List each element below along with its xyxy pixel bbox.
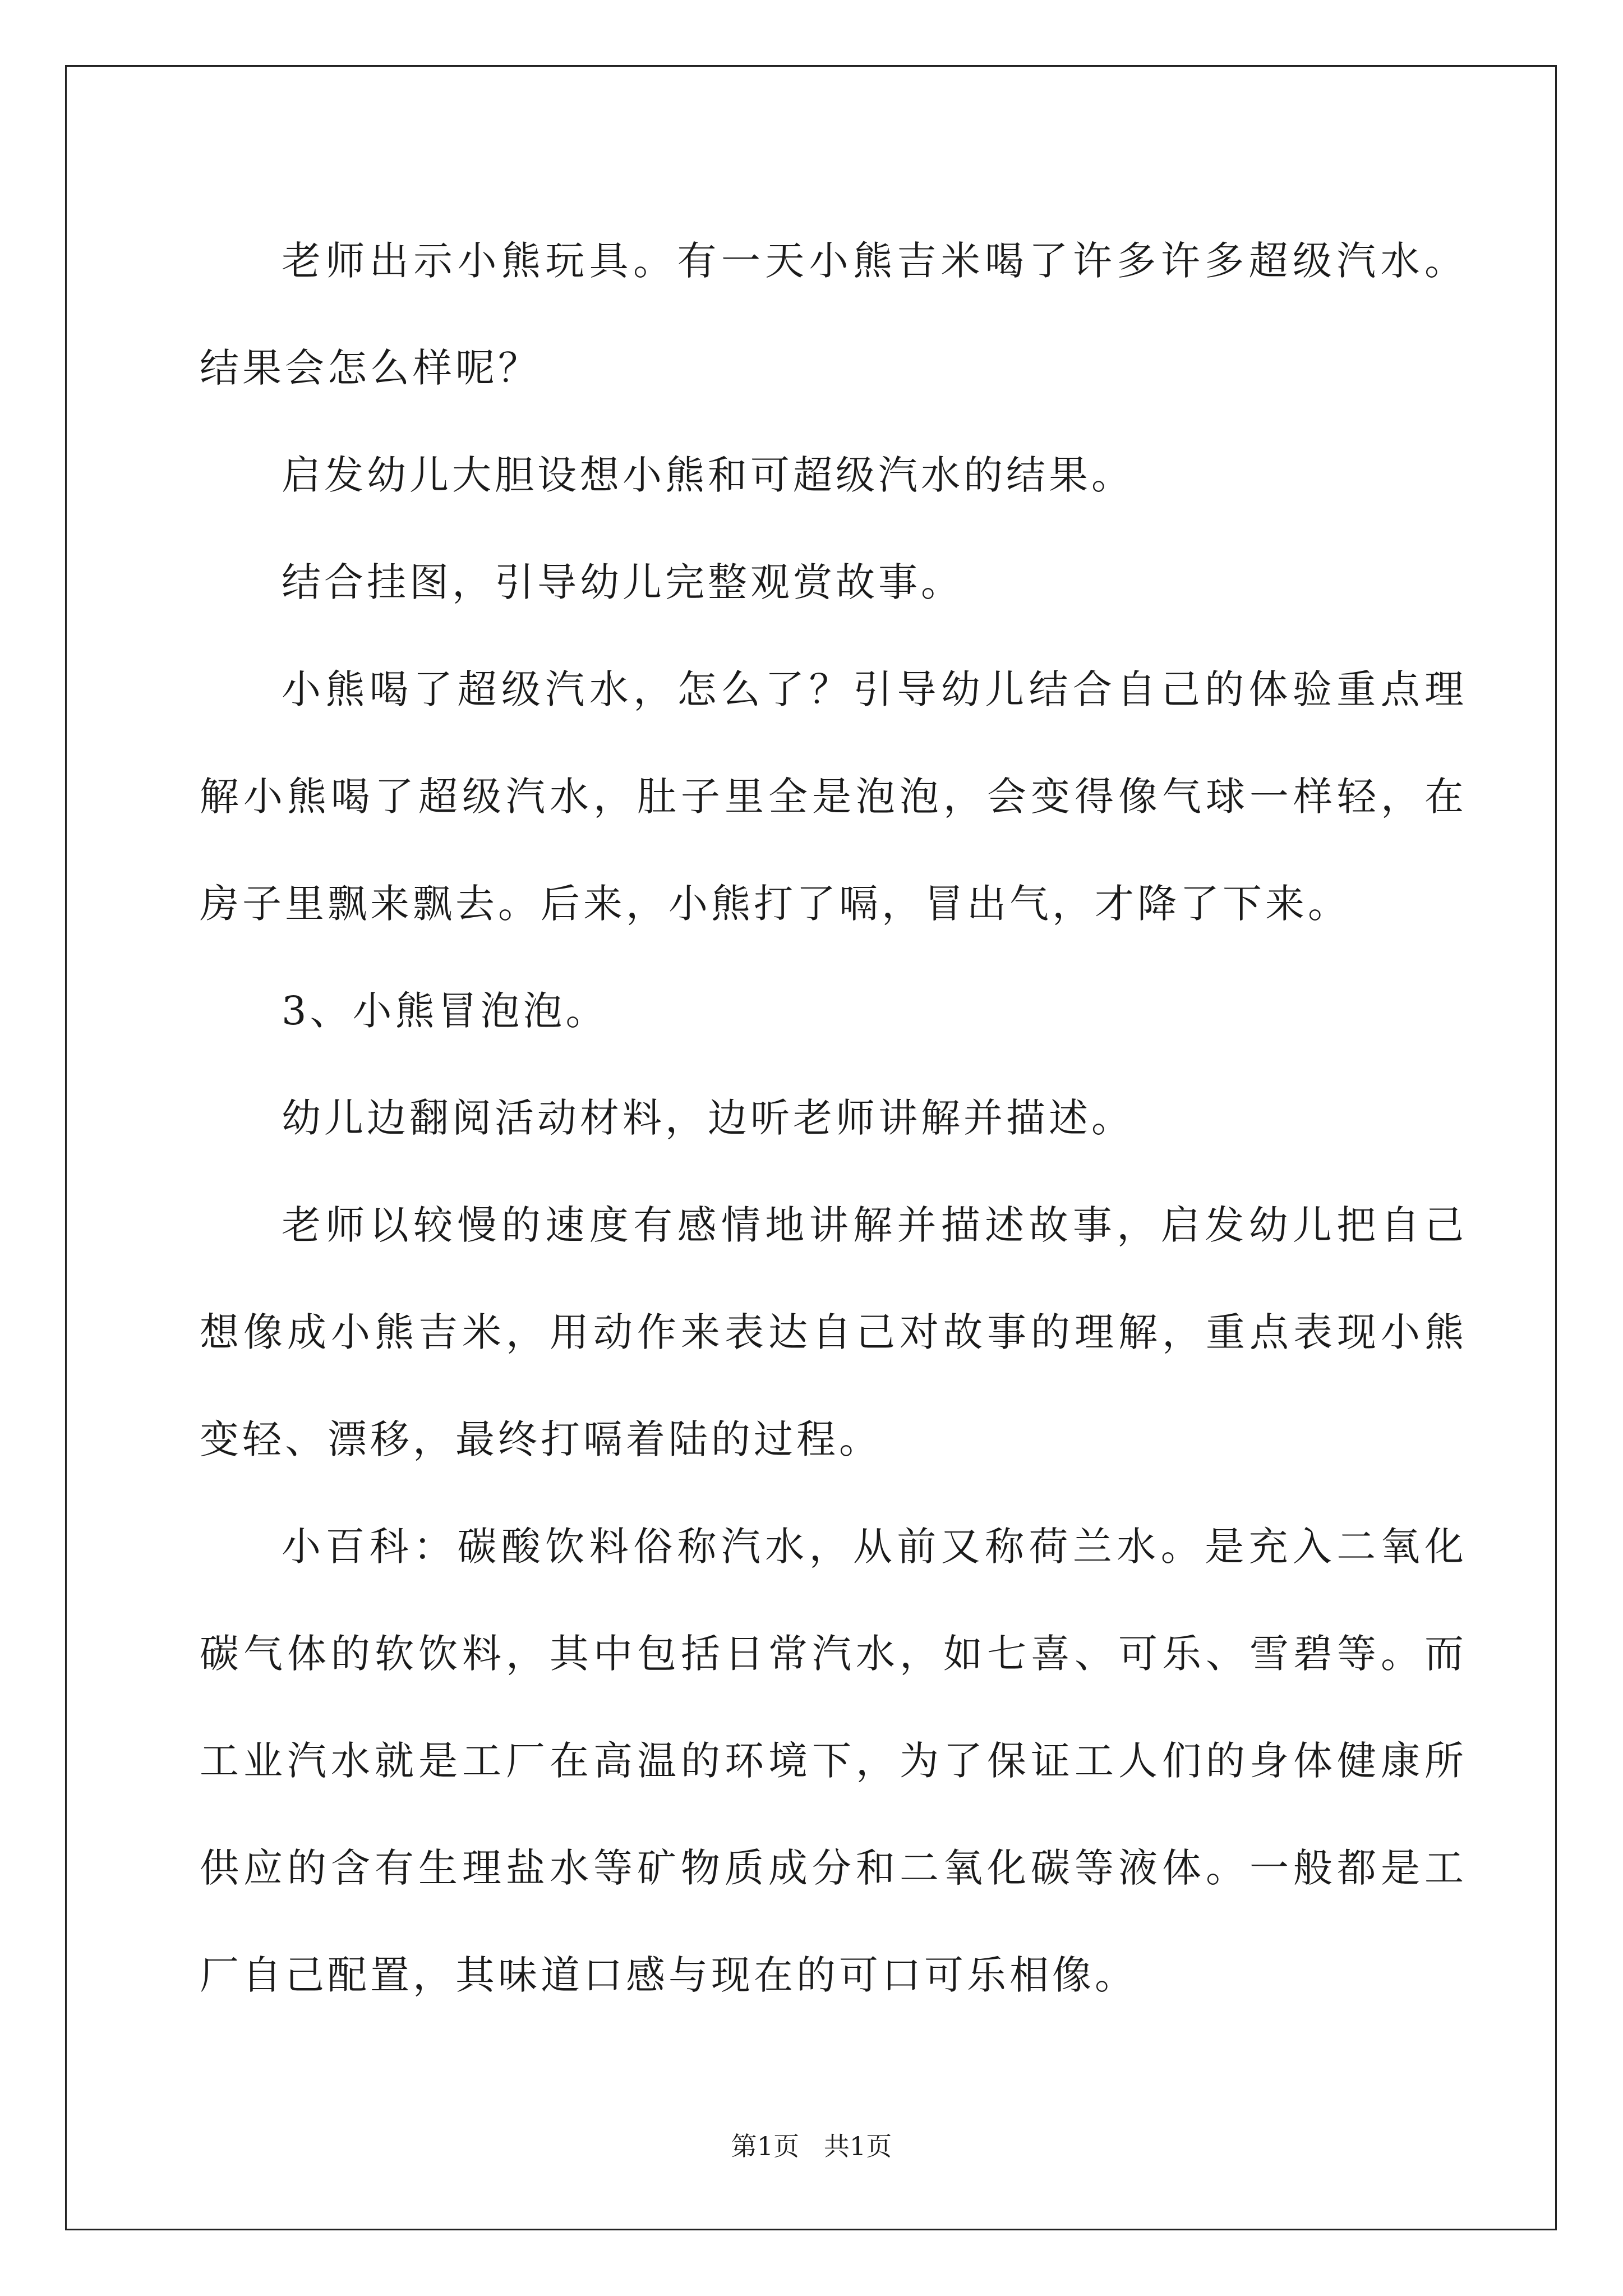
paragraph: 3、小熊冒泡泡。: [282, 988, 608, 1034]
paragraph: 小百科：碳酸饮料俗称汽水，从前又称荷兰水。是充入二氧化碳气体的软饮料，其中包括日常汽水，如七喜、可乐、雪碧等。而工业汽水就是工厂在高温的环境下，为了保证工人们的身体健康所供应的含有生理盐水等矿物质成分和二氧化碳等液体。一般都是工厂自己配置，其味道口感与现在的可口可乐相像。: [200, 1524, 1467, 1998]
paragraph: 结合挂图，引导幼儿完整观赏故事。: [282, 559, 963, 605]
paragraph: 老师以较慢的速度有感情地讲解并描述故事，启发幼儿把自己想像成小熊吉米，用动作来表达自己对故事的理解，重点表现小熊变轻、漂移，最终打嗝着陆的过程。: [200, 1202, 1467, 1462]
paragraph: 小熊喝了超级汽水，怎么了？引导幼儿结合自己的体验重点理解小熊喝了超级汽水，肚子里全是泡泡，会变得像气球一样轻，在房子里飘来飘去。后来，小熊打了嗝，冒出气，才降了下来。: [200, 666, 1467, 927]
paragraph: 启发幼儿大胆设想小熊和可超级汽水的结果。: [282, 452, 1134, 498]
document-body: [200, 208, 1467, 2029]
paragraph: 幼儿边翻阅活动材料，边听老师讲解并描述。: [282, 1095, 1134, 1141]
page-footer: 第1页 共1页: [731, 2131, 892, 2161]
paragraph: 老师出示小熊玩具。有一天小熊吉米喝了许多许多超级汽水。结果会怎么样呢？: [200, 238, 1467, 391]
